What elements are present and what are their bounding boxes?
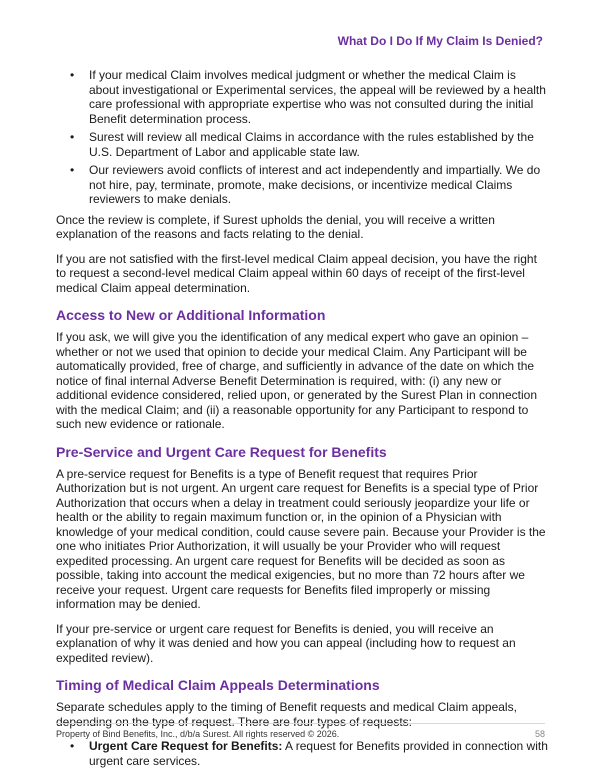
preservice-denied-paragraph: If your pre-service or urgent care request for Benefits is denied, you will receive an explanation of why it was denied and how you can appeal (including how to request an expedited review).: [56, 621, 516, 665]
second-level-appeal-paragraph: If you are not satisfied with the first-level medical Claim appeal decision, you have the right to request a second-level medical Claim appeal within 60 days of receipt of the first-level medical Claim appeal determination.: [56, 251, 537, 295]
preservice-heading: Pre-Service and Urgent Care Request for Benefits: [56, 443, 387, 460]
footer-copyright: Property of Bind Benefits, Inc., d/b/a Surest. All rights reserved © 2026.: [56, 729, 340, 739]
list-item: • Surest will review all medical Claims in accordance with the rules established by the U.S. Department of Labor and applicable state law.: [56, 130, 549, 159]
preservice-paragraph: A pre-service request for Benefits is a type of Benefit request that requires Prior Authorization but is not urgent. An urgent care request for Benefits is a special type of Prior Authorization that occurs when a delay in treatment could seriously jeopardize your life or health or the ability to regain maximum function or, in the opinion of a Physician with knowledge of your medical condition, could cause severe pain. Because your Provider is the one who initiates Prior Authorization, it will usually be your Provider who will request expedited processing. An urgent care request for Benefits will be decided as soon as possible, taking into account the medical exigencies, but no more than 72 hours after we receive your request. Urgent care requests for Benefits filed improperly or missing information may be denied.: [56, 466, 546, 611]
request-type-term: Urgent Care Request for Benefits:: [89, 739, 283, 753]
intro-bullet-list: [56, 68, 549, 207]
timing-heading: Timing of Medical Claim Appeals Determinations: [56, 677, 380, 693]
access-info-heading: Access to New or Additional Information: [56, 307, 326, 323]
page-footer: [56, 723, 545, 739]
page-content: [56, 68, 549, 772]
list-item: • If your medical Claim involves medical judgment or whether the medical Claim is about investigational or Experimental services, the appeal will be reviewed by a health care professional with appropriate expertise who was not consulted during the initial Benefit determination process.: [56, 68, 549, 126]
access-info-paragraph: If you ask, we will give you the identification of any medical expert who gave an opinion – whether or not we used that opinion to decide your medical Claim. Any Participant will be automatically provided, free of charge, and sufficiently in advance of the date on which the notice of final internal Adverse Benefit Determination is required, with: (i) any new or additional evidence considered, relied upon, or generated by the Surest Plan in connection with the medical Claim; and (ii) a reasonable opportunity for any Participant to respond to such new evidence or rationale.: [56, 330, 537, 431]
request-types-list: [56, 739, 549, 768]
list-item: [56, 739, 549, 768]
request-type-text: A request for Benefits provided in connection with urgent care services.: [89, 739, 548, 768]
timing-paragraph: Separate schedules apply to the timing of Benefit requests and medical Claim appeals, depending on the type of request. There are four types of requests:: [56, 700, 517, 729]
review-complete-paragraph: Once the review is complete, if Surest upholds the denial, you will receive a written explanation of the reasons and facts relating to the denial.: [56, 212, 495, 241]
page-number: 58: [534, 729, 545, 739]
page-header-title: What Do I Do If My Claim Is Denied?: [337, 34, 543, 48]
list-item: • Our reviewers avoid conflicts of interest and act independently and impartially. We do not hire, pay, terminate, promote, make decisions, or incentivize medical Claims reviewers to make denials.: [56, 163, 549, 207]
